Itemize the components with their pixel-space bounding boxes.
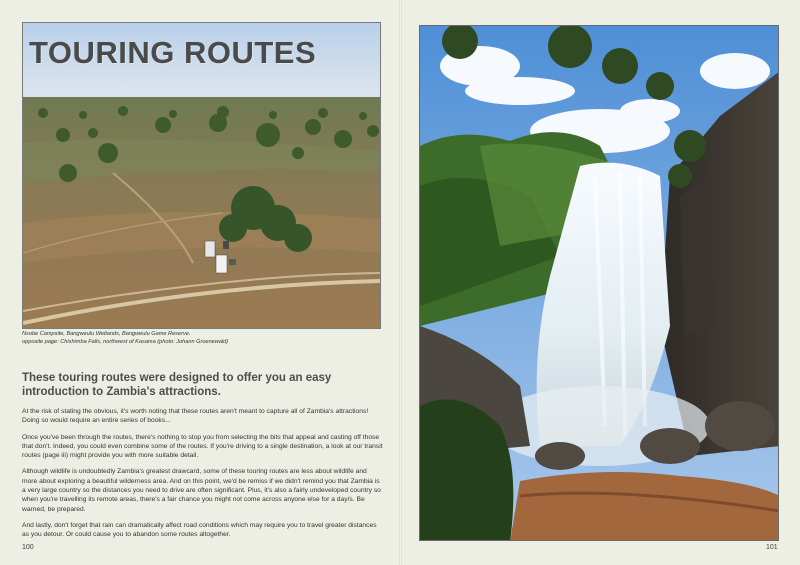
page-number-right: 101 xyxy=(766,544,778,551)
body-paragraph: Once you've been through the routes, there's nothing to stop you from selecting the bits that appeal and casting off those that don't. Indeed, you could even combine some of the routes. If you're driving to a single destination, a look at our transit routes (page iii) might provide you with more suitable detail. xyxy=(22,433,383,460)
intro-heading: These touring routes were designed to offer you an easy introduction to Zambia's attractions. xyxy=(22,372,332,398)
campsite-aerial-photo xyxy=(22,22,381,329)
photo-caption xyxy=(22,331,382,346)
spine-gutter xyxy=(399,0,402,565)
body-paragraph: At the risk of stating the obvious, it's worth noting that these routes aren't meant to capture all of Zambia's attractions! Doing so would require an entire series of books... xyxy=(22,408,369,425)
body-text xyxy=(22,407,383,547)
caption-line-2: opposite page: Chishimba Falls, northwest of Kasama (photo: Johann Groenewald) xyxy=(22,338,229,345)
body-paragraph: Although wildlife is undoubtedly Zambia's greatest drawcard, some of these touring routes are less about wildlife and more about exploring a beautiful wilderness area. And on this point, we'd be remiss if we didn't remind you that Zambia is a very large country so the distances you need to drive are often significant. Plus, it's also a fairly undeveloped country so when you're travelling its remote areas, there's a fair chance you might not come across anyone else for a day/s. Be warned, be prepared. xyxy=(22,468,381,513)
waterfall-photo xyxy=(419,25,779,541)
waterfall-illustration xyxy=(420,26,779,541)
caption-line-1: Nsobe Campsite, Bangweulu Wetlands, Bangweulu Game Reserve. xyxy=(22,331,191,337)
page-title: TOURING ROUTES xyxy=(29,35,317,70)
body-paragraph: And lastly, don't forget that rain can dramatically affect road conditions which may require you to travel greater distances as you detour. Or could cause you to abandon some routes altogether. xyxy=(22,521,377,539)
page-number-left: 100 xyxy=(22,544,34,551)
